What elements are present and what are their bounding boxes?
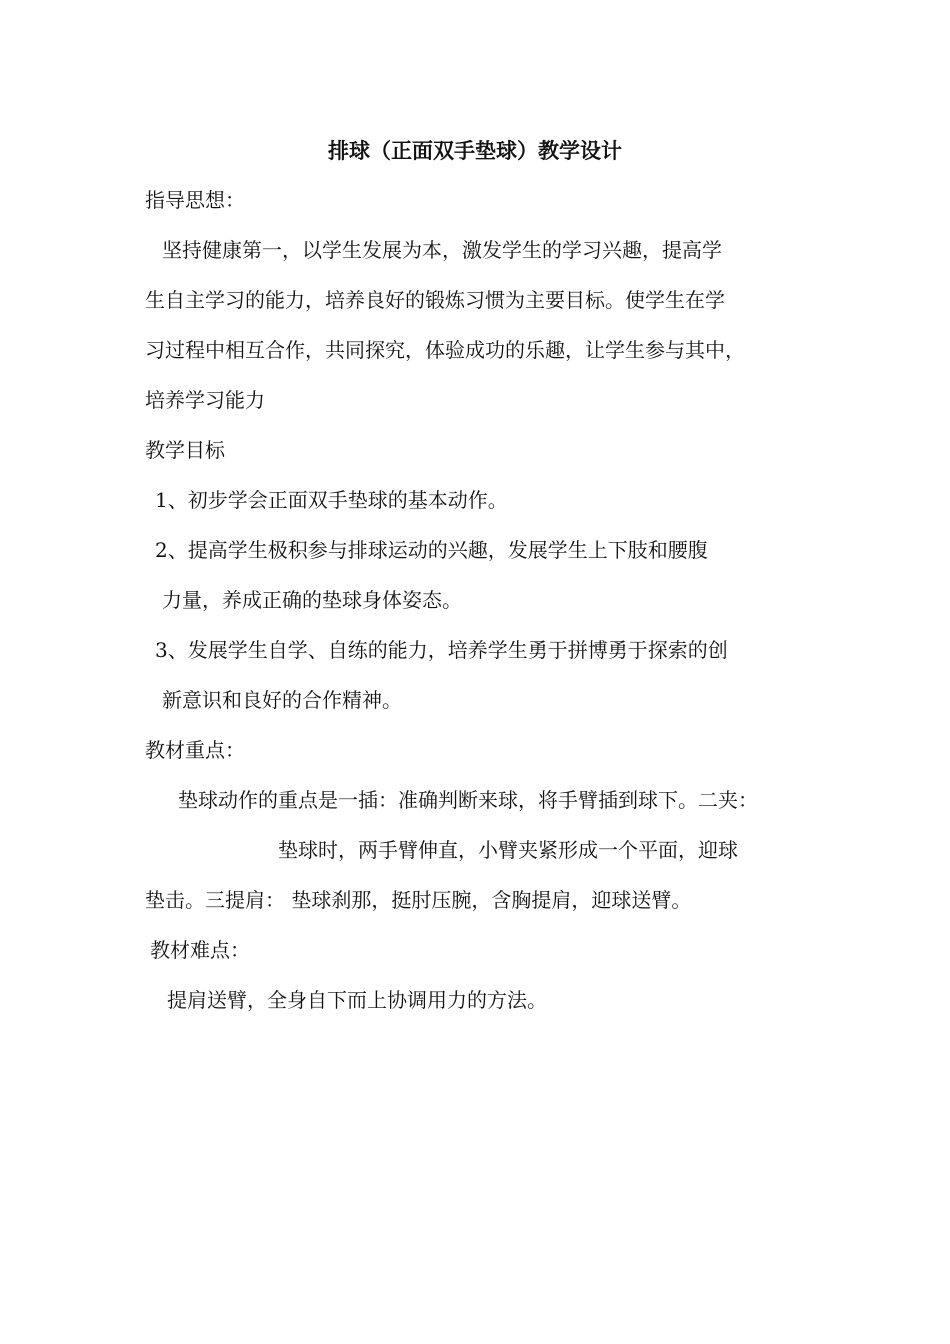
heading-key-points: 教材重点： xyxy=(145,738,245,762)
goal-item: 2、提高学生极积参与排球运动的兴趣，发展学生上下肢和腰腹 xyxy=(155,538,708,562)
heading-teaching-goals: 教学目标 xyxy=(145,438,225,462)
paragraph-line: 生自主学习的能力，培养良好的锻炼习惯为主要目标。使学生在学 xyxy=(145,288,725,312)
heading-guiding-ideology: 指导思想： xyxy=(145,188,245,212)
paragraph-line: 坚持健康第一，以学生发展为本，激发学生的学习兴趣，提高学 xyxy=(162,238,722,262)
goal-item-continuation: 力量，养成正确的垫球身体姿态。 xyxy=(162,588,462,612)
paragraph-line: 提肩送臂，全身自下而上协调用力的方法。 xyxy=(167,988,547,1012)
paragraph-line: 培养学习能力 xyxy=(145,388,265,412)
paragraph-line: 垫击。三提肩： 垫球刹那，挺肘压腕，含胸提肩，迎球送臂。 xyxy=(145,888,692,912)
paragraph-line: 习过程中相互合作，共同探究，体验成功的乐趣，让学生参与其中， xyxy=(145,338,745,362)
paragraph-line: 垫球时，两手臂伸直，小臂夹紧形成一个平面，迎球 xyxy=(278,838,738,862)
goal-item-continuation: 新意识和良好的合作精神。 xyxy=(162,688,402,712)
goal-item: 1、初步学会正面双手垫球的基本动作。 xyxy=(155,488,508,512)
goal-item: 3、发展学生自学、自练的能力，培养学生勇于拼博勇于探索的创 xyxy=(155,638,728,662)
document-title: 排球（正面双手垫球）教学设计 xyxy=(328,138,622,163)
heading-difficulties: 教材难点： xyxy=(150,938,250,962)
paragraph-line: 垫球动作的重点是一插：准确判断来球，将手臂插到球下。二夹： xyxy=(178,788,758,812)
